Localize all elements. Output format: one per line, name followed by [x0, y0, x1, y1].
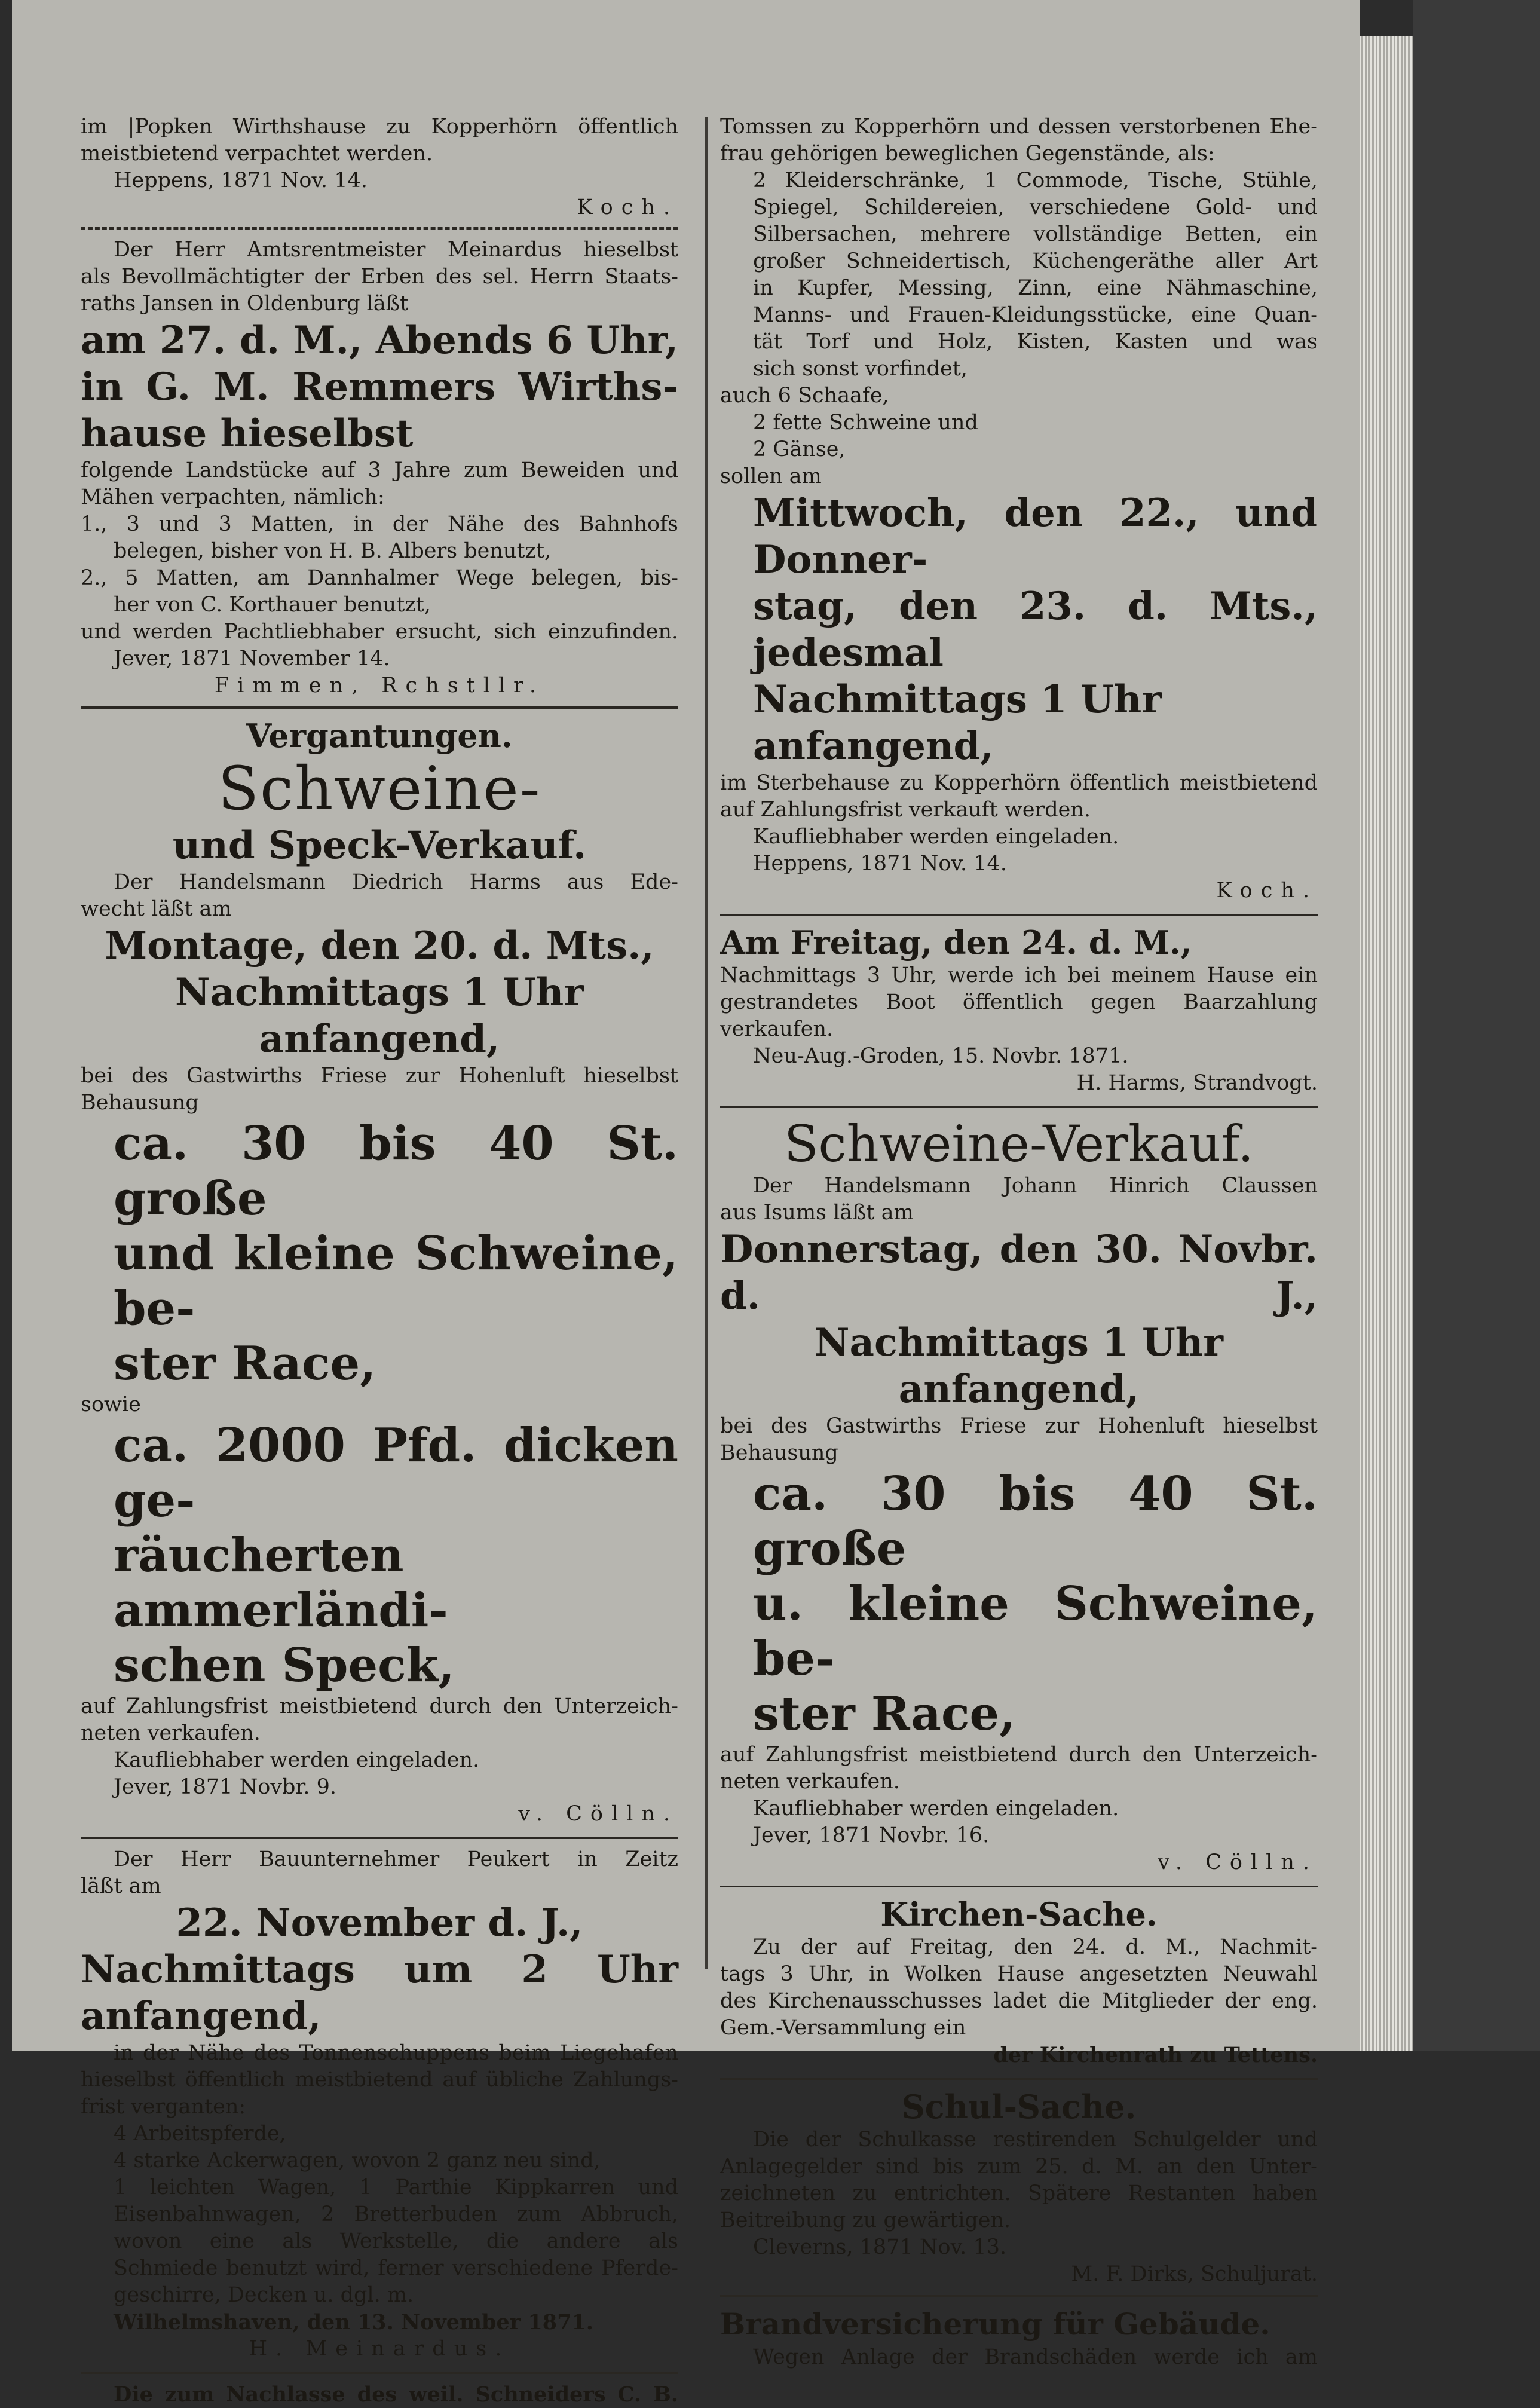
list-item: tät Torf und Holz, Kisten, Kasten und was: [753, 330, 1318, 354]
notice-heading: und kleine Schweine, be-: [114, 1226, 678, 1336]
list-item: 2 Gänse,: [753, 437, 846, 461]
list-item: Spiegel, Schildereien, verschiedene Gold- und: [753, 195, 1318, 219]
notice-heading: u. kleine Schweine, be-: [753, 1577, 1318, 1686]
text-line: Mähen verpachten, nämlich:: [81, 485, 385, 509]
text-line: Jever, 1871 Novbr. 9.: [114, 1775, 336, 1799]
text-line: Kaufliebhaber werden eingeladen.: [114, 1748, 480, 1772]
divider: [720, 914, 1318, 916]
divider: [81, 2372, 678, 2374]
text-line: neten verkaufen.: [720, 1770, 900, 1794]
signature: H. Harms, Strandvogt.: [1076, 1071, 1318, 1095]
notice-heading: räucherten ammerländi-: [114, 1528, 448, 1638]
text-line: Wegen Anlage der Brandschäden werde ich am: [753, 2345, 1318, 2369]
divider: [81, 706, 678, 709]
list-item: 4 Arbeitspferde,: [114, 2122, 286, 2146]
notice-title: und Speck-Verkauf.: [172, 823, 587, 868]
signature: M. F. Dirks, Schuljurat.: [1071, 2262, 1318, 2286]
text-line: Jever, 1871 November 14.: [114, 647, 390, 671]
list-item: 4 starke Ackerwagen, wovon 2 ganz neu sind,: [114, 2149, 601, 2173]
text-line: Der Handelsmann Diedrich Harms aus Ede-: [114, 870, 678, 894]
text-line: auch 6 Schaafe,: [720, 384, 889, 408]
divider: [720, 2295, 1318, 2297]
notice-heading: stag, den 23. d. Mts., jedesmal: [753, 584, 1318, 675]
divider: [720, 2078, 1318, 2080]
text-line: Jever, 1871 Novbr. 16.: [753, 1823, 990, 1847]
newspaper-page: [12, 0, 1360, 2407]
text-line: auf Zahlungsfrist meistbietend durch den Unterzeich-: [81, 1694, 678, 1718]
list-item: großer Schneidertisch, Küchengeräthe aller Art: [753, 249, 1318, 273]
text-line: des Kirchenausschusses ladet die Mitglieder der eng.: [720, 1989, 1318, 2013]
text-line: hieselbst öffentlich meistbietend auf übliche Zahlungs-: [81, 2068, 678, 2092]
notice-heading: in G. M. Remmers Wirths-: [81, 365, 678, 409]
book-page-edges: [1360, 36, 1413, 2051]
list-item: in Kupfer, Messing, Zinn, eine Nähmaschine,: [753, 276, 1318, 300]
notice-title: Schweine-Verkauf.: [784, 1115, 1254, 1173]
text-line: Der Herr Bauunternehmer Peukert in Zeitz: [114, 1847, 678, 1871]
text-line: sowie: [81, 1393, 141, 1416]
text-line: in der Nähe des Tonnenschuppens beim Liegehafen: [114, 2041, 678, 2065]
text-line: Cleverns, 1871 Nov. 13.: [753, 2235, 1007, 2259]
text-line: Heppens, 1871 Nov. 14.: [753, 852, 1007, 876]
section-heading: Vergantungen.: [246, 717, 513, 755]
text-line: zeichneten zu entrichten. Spätere Restanten haben: [720, 2181, 1318, 2205]
notice-heading: Nachmittags 1 Uhr anfangend,: [174, 970, 584, 1061]
list-item: sich sonst vorfindet,: [753, 357, 968, 381]
list-item: 2 Kleiderschränke, 1 Commode, Tische, Stühle,: [753, 169, 1318, 192]
text-line: aus Isums läßt am: [720, 1201, 914, 1225]
notice-heading: ster Race,: [114, 1336, 376, 1391]
signature: der Kirchenrath zu Tettens.: [993, 2043, 1318, 2067]
list-item: Silbersachen, mehrere vollständige Betten, ein: [753, 222, 1318, 246]
text-line: Die der Schulkasse restirenden Schulgelder und: [753, 2128, 1318, 2152]
text-line: raths Jansen in Oldenburg läßt: [81, 292, 409, 316]
text-line: 2., 5 Matten, am Dannhalmer Wege belegen, bis-: [81, 566, 678, 590]
text-line: meistbietend verpachtet werden.: [81, 142, 433, 166]
notice-title: Schul-Sache.: [901, 2088, 1137, 2126]
notice-title: Kirchen-Sache.: [880, 1895, 1158, 1933]
divider: [81, 227, 678, 230]
text-line: Heppens, 1871 Nov. 14.: [114, 169, 368, 192]
text-line: verkaufen.: [720, 1017, 834, 1041]
list-item: Eisenbahnwagen, 2 Bretterbuden zum Abbruch,: [114, 2202, 678, 2226]
notice-heading: Am Freitag, den 24. d. M.,: [720, 923, 1192, 962]
signature: Koch.: [1216, 879, 1318, 902]
signature: v. Cölln.: [1158, 1850, 1318, 1874]
text-line: läßt am: [81, 1874, 161, 1898]
text-line: frist verganten:: [81, 2095, 246, 2119]
text-line: im |Popken Wirthshause zu Kopperhörn öffentlich: [81, 115, 678, 139]
signature: H. Meinardus.: [249, 2337, 510, 2361]
text-line: Kaufliebhaber werden eingeladen.: [753, 1797, 1119, 1820]
notice-heading: hause hieselbst: [81, 411, 414, 456]
notice-heading: schen Speck,: [114, 1638, 455, 1693]
list-item: 2 fette Schweine und: [753, 411, 978, 435]
text-line: Beitreibung zu gewärtigen.: [720, 2208, 1011, 2232]
column-divider: [705, 117, 708, 1969]
text-line: neten verkaufen.: [81, 1721, 261, 1745]
text-line: 1., 3 und 3 Matten, in der Nähe des Bahnhofs: [81, 512, 678, 536]
text-line: wecht läßt am: [81, 897, 232, 921]
text-line: gestrandetes Boot öffentlich gegen Baarzahlung: [720, 990, 1318, 1014]
text-line: Behausung: [720, 1441, 838, 1465]
right-column: [720, 114, 1318, 2371]
left-column: [81, 114, 678, 2408]
notice-heading: ca. 30 bis 40 St. große: [753, 1467, 1318, 1576]
text-line: Die zum Nachlasse des weil. Schneiders C. B.: [114, 2382, 678, 2407]
notice-heading: Nachmittags 1 Uhr anfangend,: [814, 1320, 1224, 1412]
text-line: Nachmittags 3 Uhr, werde ich bei meinem Hause ein: [720, 963, 1318, 987]
text-line: auf Zahlungsfrist verkauft werden.: [720, 798, 1091, 822]
text-line: im Sterbehause zu Kopperhörn öffentlich meistbietend: [720, 771, 1318, 795]
divider: [81, 1837, 678, 1839]
notice-heading: Montage, den 20. d. Mts.,: [105, 923, 654, 968]
text-line: belegen, bisher von H. B. Albers benutzt,: [114, 539, 552, 563]
text-line: Behausung: [81, 1091, 199, 1115]
notice-heading: ca. 30 bis 40 St. große: [114, 1116, 678, 1226]
text-line: frau gehörigen beweglichen Gegenstände, als:: [720, 142, 1215, 166]
text-line: Der Handelsmann Johann Hinrich Claussen: [753, 1174, 1318, 1198]
text-line: auf Zahlungsfrist meistbietend durch den Unterzeich-: [720, 1743, 1318, 1767]
text-line: bei des Gastwirths Friese zur Hohenluft hieselbst: [720, 1414, 1318, 1438]
text-line: Zu der auf Freitag, den 24. d. M., Nachmit-: [753, 1935, 1318, 1959]
notice-heading: Nachmittags um 2 Uhr anfangend,: [81, 1947, 678, 2039]
notice-heading: Donnerstag, den 30. Novbr. d. J.,: [720, 1227, 1318, 1318]
notice-heading: ster Race,: [753, 1687, 1016, 1741]
list-item: 1 leichten Wagen, 1 Parthie Kippkarren und: [114, 2176, 678, 2199]
text-line: her von C. Korthauer benutzt,: [114, 593, 431, 617]
list-item: Manns- und Frauen-Kleidungsstücke, eine Quan-: [753, 303, 1318, 327]
text-line: Kaufliebhaber werden eingeladen.: [753, 825, 1119, 849]
text-line: tags 3 Uhr, in Wolken Hause angesetzten Neuwahl: [720, 1962, 1318, 1986]
notice-heading: Mittwoch, den 22., und Donner-: [753, 491, 1318, 582]
signature: Fimmen, Rchstllr.: [214, 674, 545, 697]
divider: [720, 1106, 1318, 1108]
list-item: wovon eine als Werkstelle, die andere als: [114, 2229, 678, 2253]
text-line: sollen am: [720, 464, 822, 488]
notice-heading: 22. November d. J.,: [176, 1901, 583, 1945]
notice-title: Schweine-: [218, 754, 541, 824]
notice-heading: Nachmittags 1 Uhr anfangend,: [753, 677, 1162, 769]
list-item: Schmiede benutzt wird, ferner verschiedene Pferde-: [114, 2256, 678, 2280]
text-line: Der Herr Amtsrentmeister Meinardus hieselbst: [114, 238, 678, 262]
text-line: bei des Gastwirths Friese zur Hohenluft hieselbst: [81, 1064, 678, 1088]
text-line: folgende Landstücke auf 3 Jahre zum Beweiden und: [81, 458, 678, 482]
signature: v. Cölln.: [518, 1802, 678, 1826]
notice-heading: ca. 2000 Pfd. dicken ge-: [114, 1418, 678, 1528]
text-line: Gem.-Versammlung ein: [720, 2016, 966, 2040]
text-line: Wilhelmshaven, den 13. November 1871.: [114, 2310, 593, 2334]
divider: [720, 1886, 1318, 1887]
text-line: Anlagegelder sind bis zum 25. d. M. an den Unter-: [720, 2155, 1318, 2178]
notice-heading: am 27. d. M., Abends 6 Uhr,: [81, 318, 678, 363]
notice-title: Brandversicherung für Gebäude.: [720, 2306, 1270, 2342]
text-line: als Bevollmächtigter der Erben des sel. Herrn Staats-: [81, 265, 678, 289]
signature: Koch.: [577, 195, 678, 219]
list-item: geschirre, Decken u. dgl. m.: [114, 2283, 414, 2307]
scan-background: [1413, 0, 1540, 2051]
text-line: und werden Pachtliebhaber ersucht, sich einzufinden.: [81, 620, 678, 644]
text-line: Tomssen zu Kopperhörn und dessen verstorbenen Ehe-: [720, 115, 1318, 139]
text-line: Neu-Aug.-Groden, 15. Novbr. 1871.: [753, 1044, 1129, 1068]
